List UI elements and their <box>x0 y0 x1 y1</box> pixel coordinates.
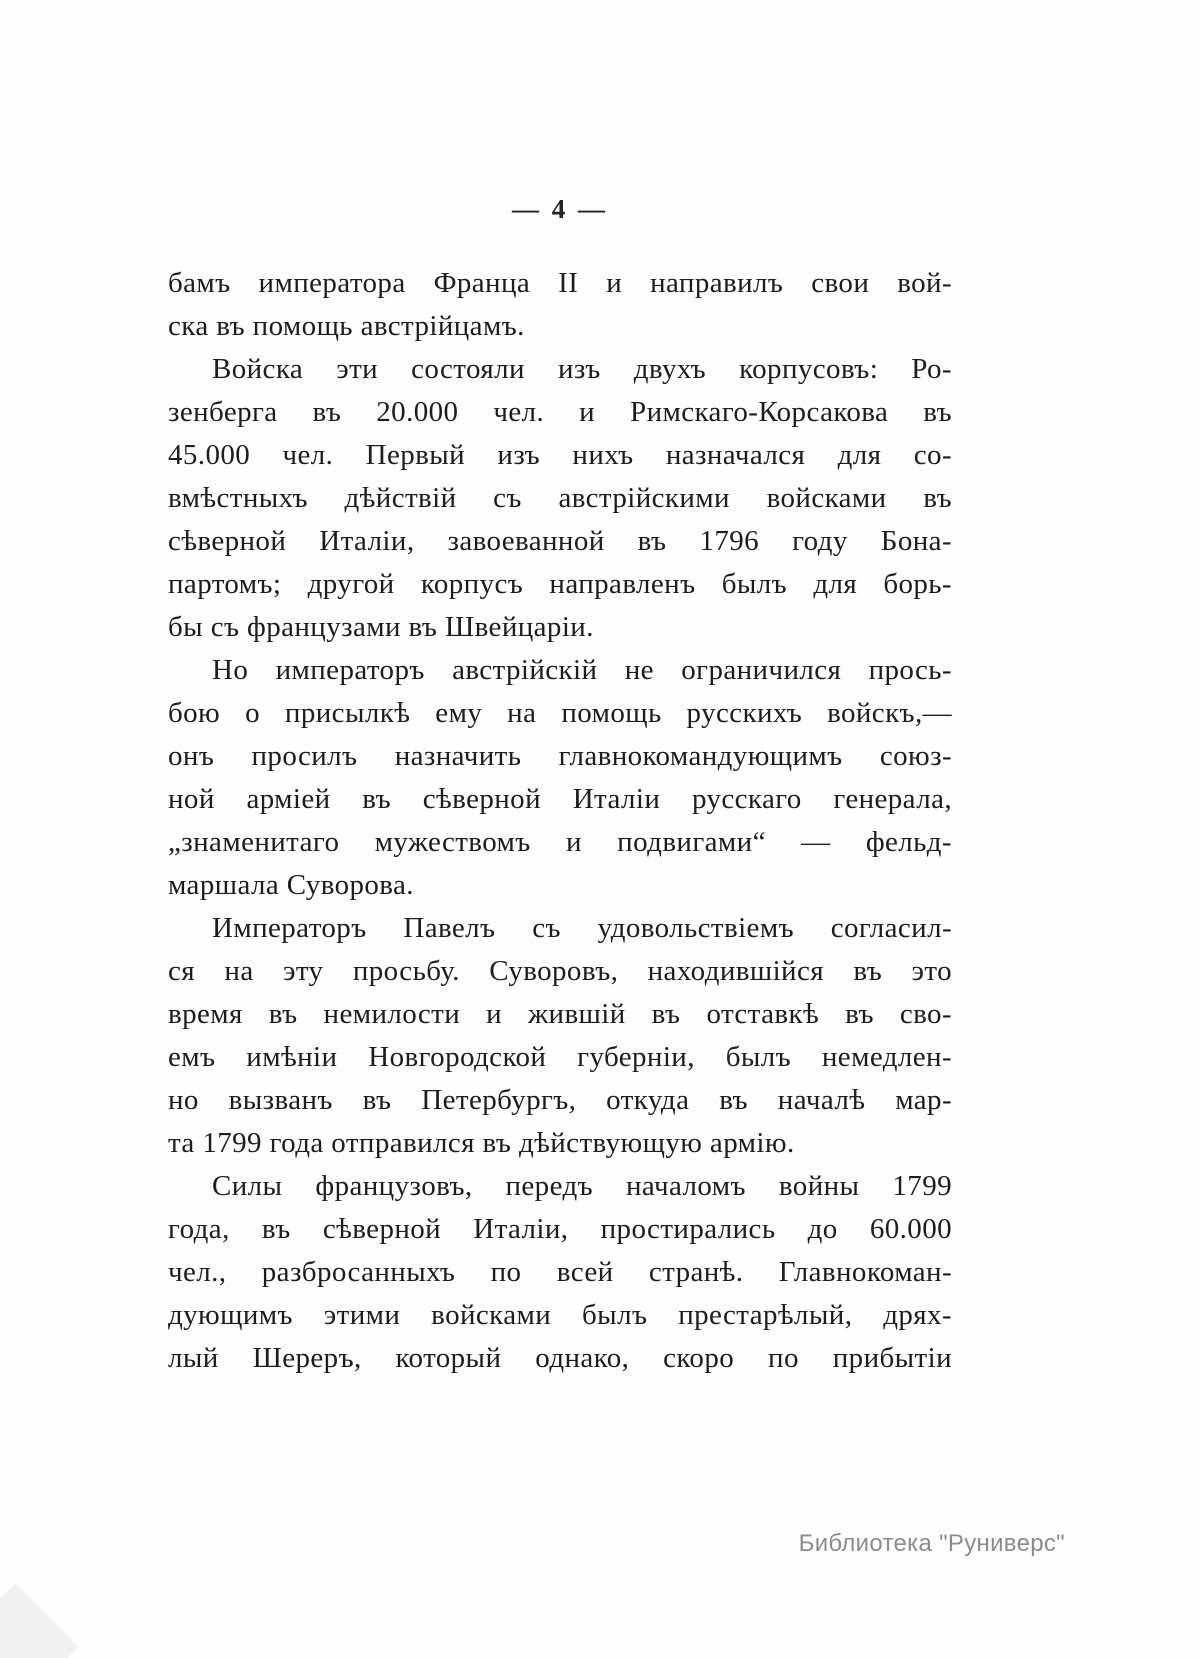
text-line: Императоръ Павелъ съ удовольствіемъ согласил- <box>212 912 952 944</box>
text-line: зенберга въ 20.000 чел. и Римскаго-Корсакова въ <box>168 396 952 428</box>
text-block <box>168 262 952 1380</box>
text-line: Войска эти состояли изъ двухъ корпусовъ: Ро- <box>212 353 952 385</box>
text-line: чел., разбросанныхъ по всей странѣ. Главнокоман- <box>168 1256 952 1288</box>
text-line: та 1799 года отправился въ дѣйствующую армію. <box>168 1127 795 1159</box>
text-line: бамъ императора Франца II и направилъ свои вой- <box>168 267 952 299</box>
text-line: 45.000 чел. Первый изъ нихъ назначался для со- <box>168 439 952 471</box>
watermark: Библиотека "Руниверс" <box>798 1530 1065 1557</box>
paragraph <box>168 907 952 1165</box>
text-line: „знаменитаго мужествомъ и подвигами“ — фельд- <box>168 826 952 858</box>
text-line: партомъ; другой корпусъ направленъ былъ для борь- <box>168 568 952 600</box>
text-line: ска въ помощь австрійцамъ. <box>168 310 525 342</box>
text-line: вмѣстныхъ дѣйствій съ австрійскими войсками въ <box>168 482 952 514</box>
text-line: года, въ сѣверной Италіи, простирались до 60.000 <box>168 1213 952 1245</box>
text-line: онъ просилъ назначить главнокомандующимъ союз- <box>168 740 952 772</box>
paragraph <box>168 262 952 348</box>
text-line: Но императоръ австрійскій не ограничился прось- <box>212 654 952 686</box>
text-line: емъ имѣніи Новгородской губерніи, былъ немедлен- <box>168 1041 952 1073</box>
text-line: лый Шереръ, который однако, скоро по прибытіи <box>168 1342 952 1374</box>
text-line: ся на эту просьбу. Суворовъ, находившійся въ это <box>168 955 952 987</box>
text-line: бы съ французами въ Швейцаріи. <box>168 611 594 643</box>
text-line: маршала Суворова. <box>168 869 414 901</box>
text-line: сѣверной Италіи, завоеванной въ 1796 году Бона- <box>168 525 952 557</box>
text-line: ной арміей въ сѣверной Италіи русскаго генерала, <box>168 783 952 815</box>
text-line: Силы французовъ, передъ началомъ войны 1799 <box>212 1170 952 1202</box>
text-line: дующимъ этими войсками былъ престарѣлый, дрях- <box>168 1299 952 1331</box>
text-line: но вызванъ въ Петербургъ, откуда въ началѣ мар- <box>168 1084 952 1116</box>
paragraph <box>168 348 952 649</box>
page-number: — 4 — <box>512 194 608 224</box>
paragraph <box>168 649 952 907</box>
text-line: бою о присылкѣ ему на помощь русскихъ войскъ,— <box>168 697 952 729</box>
text-line: время въ немилости и жившій въ отставкѣ въ сво- <box>168 998 952 1030</box>
scan-corner-artifact <box>0 1583 79 1658</box>
paragraph <box>168 1165 952 1380</box>
